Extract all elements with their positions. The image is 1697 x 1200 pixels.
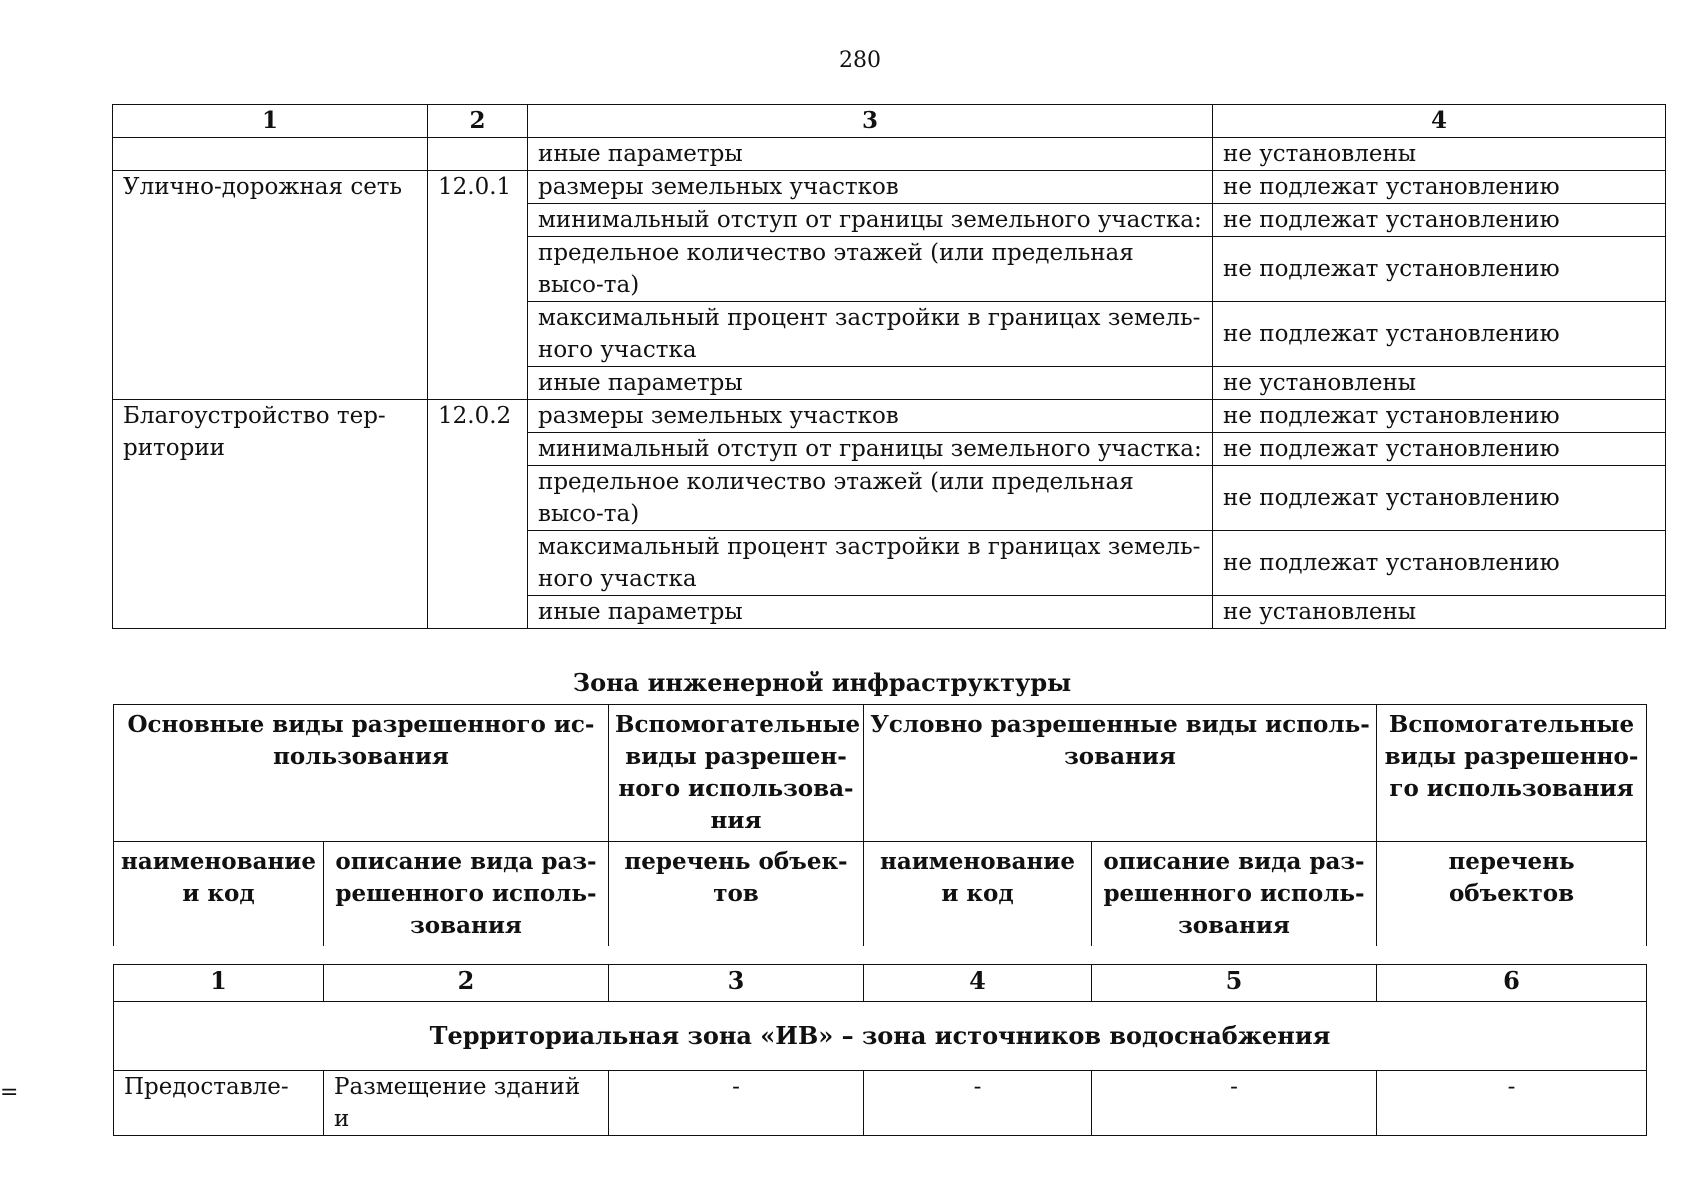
objects-cell: - (609, 1071, 864, 1136)
parameter-cell: максимальный процент застройки в границах земель-ного участка (528, 302, 1213, 367)
parameter-cell: иные параметры (528, 138, 1213, 171)
objects-header: перечень объектов (1377, 842, 1647, 947)
parameter-cell: иные параметры (528, 367, 1213, 400)
description-header: описание вида раз-решенного исполь-зования (324, 842, 609, 947)
parameter-value-cell: не установлены (1213, 367, 1666, 400)
parameter-value-cell: не подлежат установлению (1213, 204, 1666, 237)
parameters-table-body (113, 138, 1666, 629)
aux-use-header: Вспомогательные виды разрешен-ного использова-ния (609, 705, 864, 842)
zone-content-table (113, 964, 1647, 1136)
parameter-value-cell: не подлежат установлению (1213, 302, 1666, 367)
use-description-cell: Размещение зданий и (324, 1071, 609, 1136)
column-header: 6 (1377, 965, 1647, 1002)
column-header: 2 (324, 965, 609, 1002)
aux-use-header: Вспомогательные виды разрешенно-го использования (1377, 705, 1647, 842)
use-name-cell: Благоустройство тер-ритории (113, 400, 428, 629)
zone-title-row (114, 1002, 1647, 1071)
parameter-cell: максимальный процент застройки в границах земель-ного участка (528, 531, 1213, 596)
edge-mark: = (0, 1080, 19, 1105)
parameter-cell: иные параметры (528, 596, 1213, 629)
parameter-cell: предельное количество этажей (или предельная высо-та) (528, 466, 1213, 531)
zone-header-top-row (114, 705, 1647, 842)
parameter-value-cell: не подлежат установлению (1213, 433, 1666, 466)
objects-header: перечень объек-тов (609, 842, 864, 947)
main-use-header: Основные виды разрешенного ис-пользования (114, 705, 609, 842)
parameter-value-cell: не подлежат установлению (1213, 400, 1666, 433)
parameter-value-cell: не подлежат установлению (1213, 466, 1666, 531)
section-title: Зона инженерной инфраструктуры (572, 668, 1072, 697)
column-header: 3 (609, 965, 864, 1002)
parameter-value-cell: не подлежат установлению (1213, 237, 1666, 302)
page-number: 280 (839, 48, 881, 73)
objects-cell: - (1377, 1071, 1647, 1136)
use-name-cell: Улично-дорожная сеть (113, 171, 428, 400)
column-header: 3 (528, 105, 1213, 138)
zone-content-header-row (114, 965, 1647, 1002)
table-row (113, 400, 1666, 433)
parameter-cell: минимальный отступ от границы земельного участка: (528, 433, 1213, 466)
use-description-cell: - (1092, 1071, 1377, 1136)
parameter-cell: предельное количество этажей (или предельная высо-та) (528, 237, 1213, 302)
description-header: описание вида раз-решенного исполь-зования (1092, 842, 1377, 947)
zone-header-sub-row (114, 842, 1647, 947)
parameter-cell: минимальный отступ от границы земельного участка: (528, 204, 1213, 237)
conditional-use-header: Условно разрешенные виды исполь-зования (864, 705, 1377, 842)
name-code-header: наименование и код (864, 842, 1092, 947)
use-code-cell (428, 138, 528, 171)
use-name-cell (113, 138, 428, 171)
parameter-cell: размеры земельных участков (528, 400, 1213, 433)
table-row (113, 138, 1666, 171)
use-code-cell: 12.0.2 (428, 400, 528, 629)
table-row (114, 1071, 1647, 1136)
parameter-value-cell: не подлежат установлению (1213, 531, 1666, 596)
column-header: 1 (114, 965, 324, 1002)
parameters-table-header-row (113, 105, 1666, 138)
use-name-cell: Предоставле- (114, 1071, 324, 1136)
column-header: 1 (113, 105, 428, 138)
column-header: 4 (1213, 105, 1666, 138)
zone-header-table (113, 704, 1647, 946)
table-row (113, 171, 1666, 204)
parameter-value-cell: не подлежат установлению (1213, 171, 1666, 204)
column-header: 5 (1092, 965, 1377, 1002)
column-header: 2 (428, 105, 528, 138)
use-name-cell: - (864, 1071, 1092, 1136)
name-code-header: наименование и код (114, 842, 324, 947)
parameter-value-cell: не установлены (1213, 138, 1666, 171)
parameters-table (112, 104, 1666, 629)
zone-title: Территориальная зона «ИВ» – зона источников водоснабжения (114, 1002, 1647, 1071)
parameter-cell: размеры земельных участков (528, 171, 1213, 204)
use-code-cell: 12.0.1 (428, 171, 528, 400)
column-header: 4 (864, 965, 1092, 1002)
parameter-value-cell: не установлены (1213, 596, 1666, 629)
